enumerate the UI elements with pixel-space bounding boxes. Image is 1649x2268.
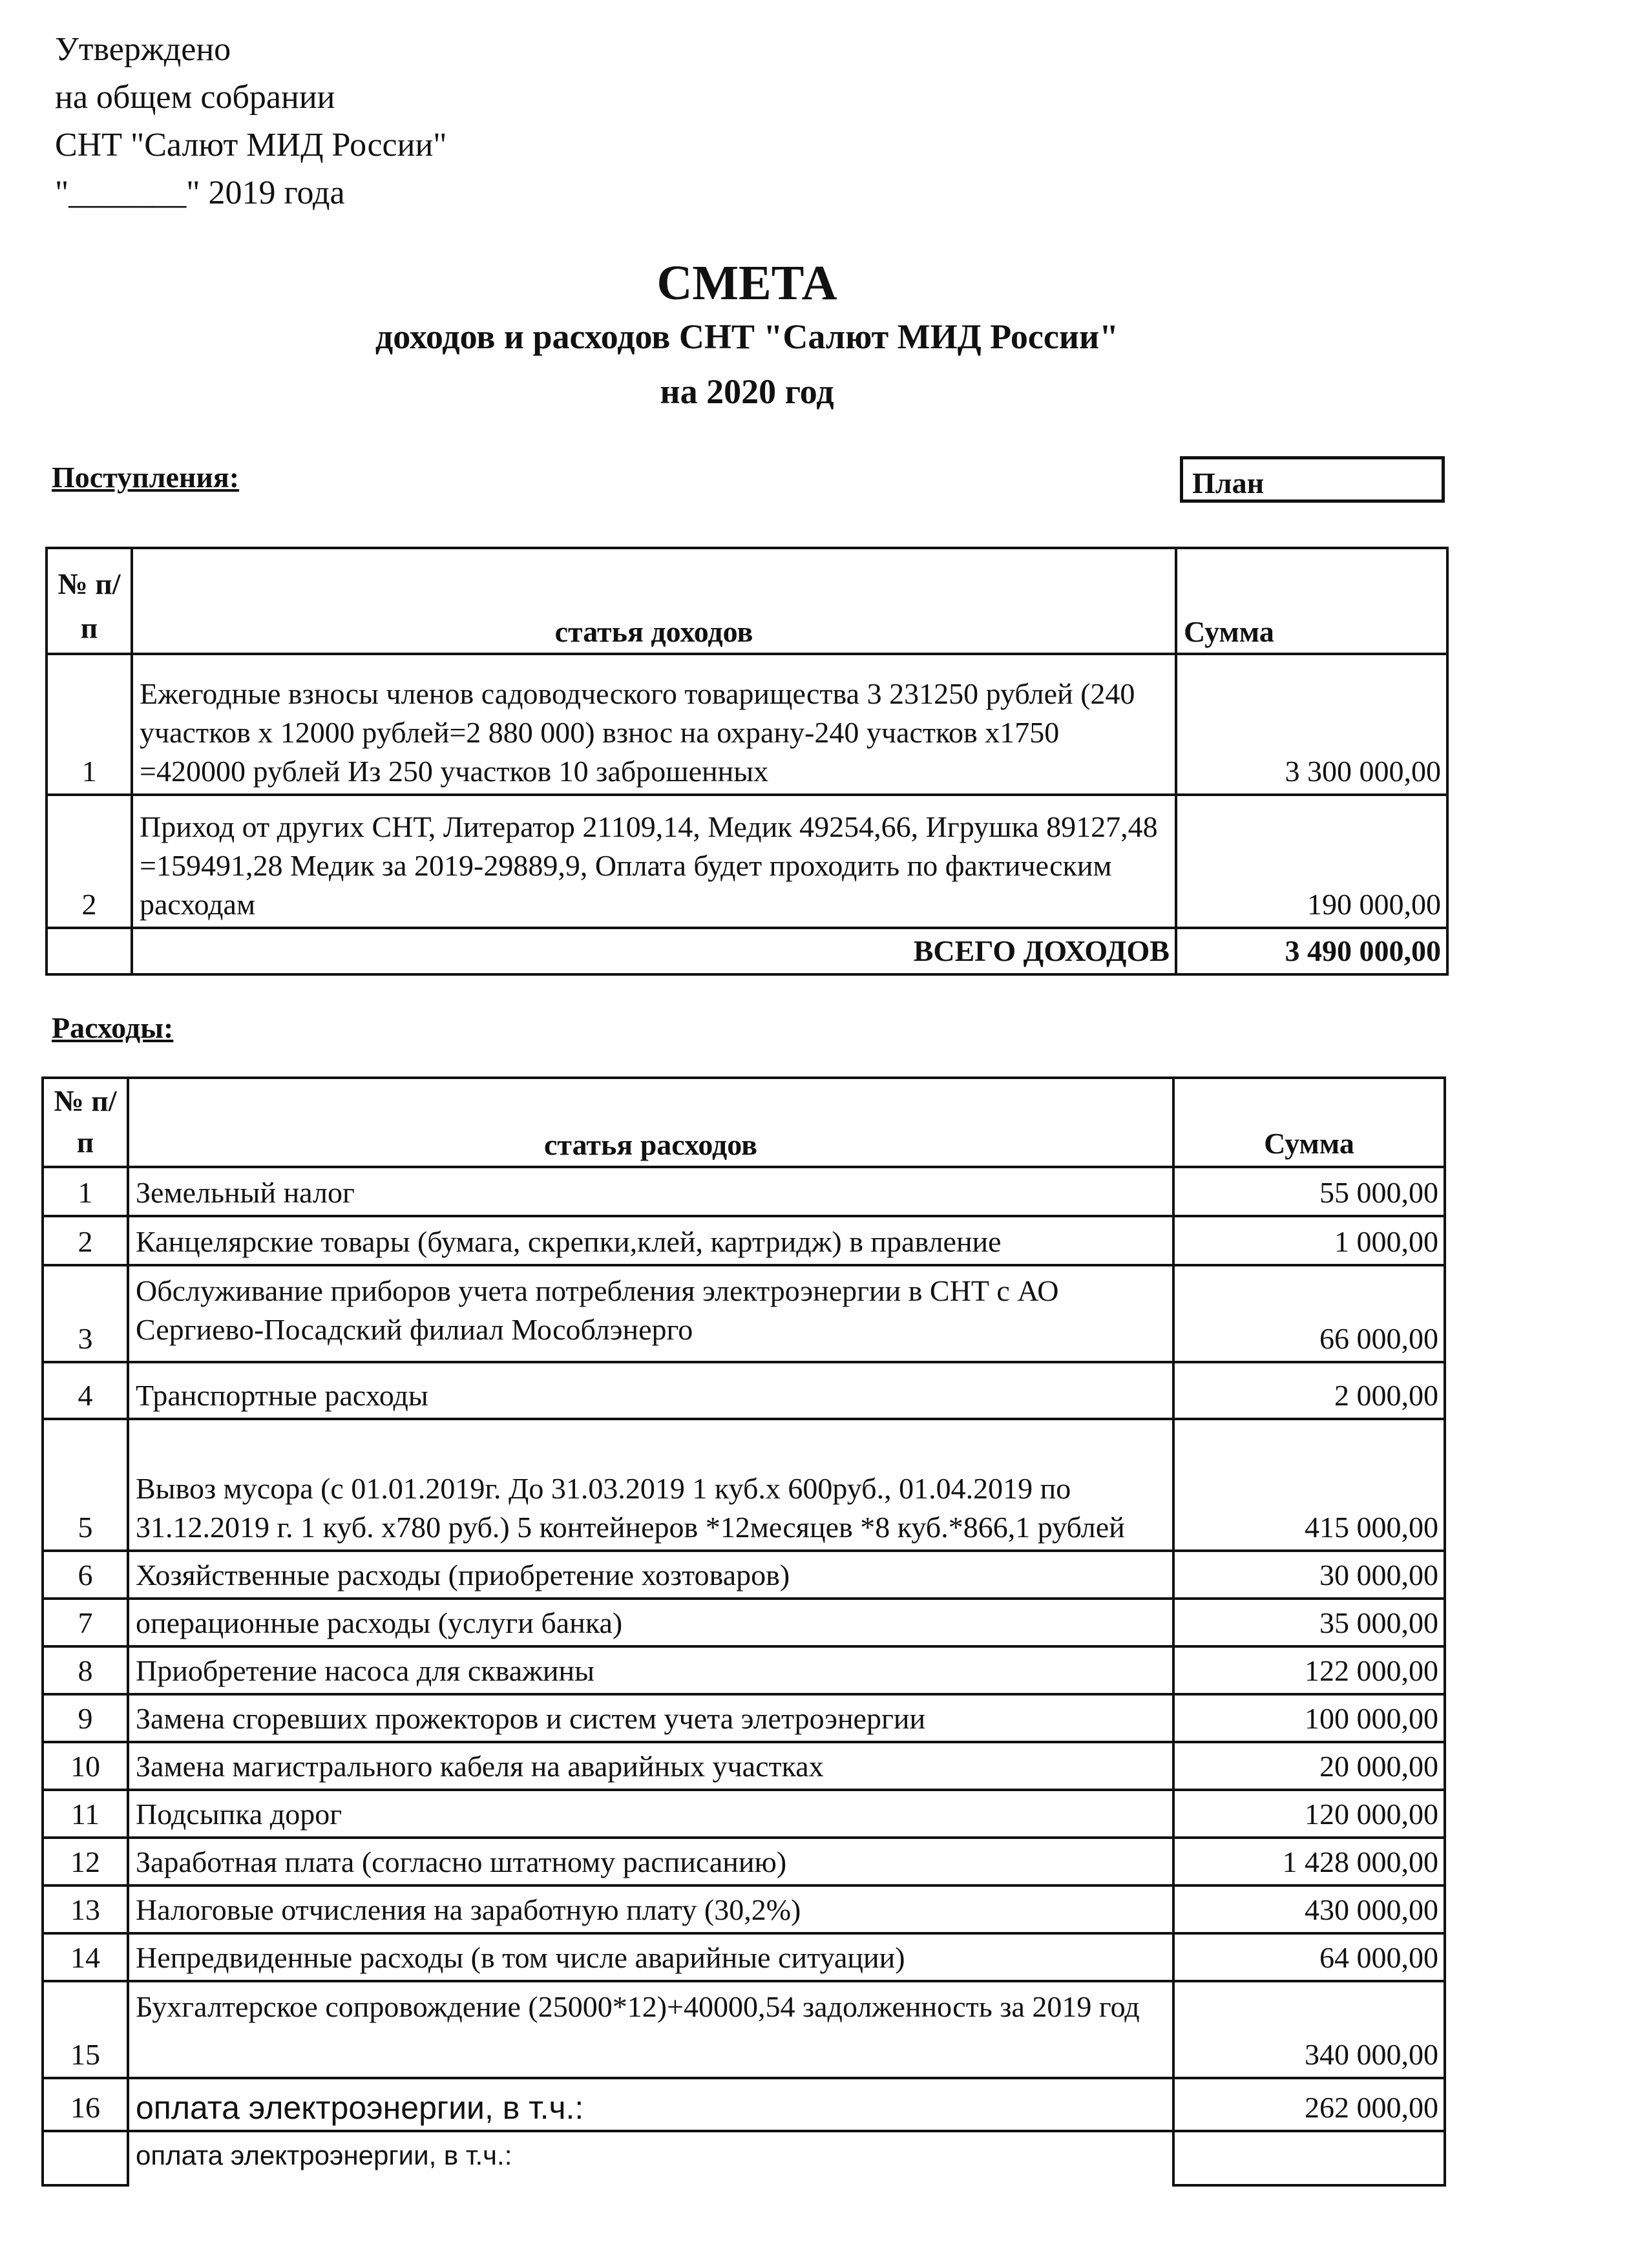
expense-row-text: Транспортные расходы	[128, 1362, 1173, 1419]
document-subtitle: доходов и расходов СНТ "Салют МИД России"	[375, 317, 1119, 356]
expense-row	[43, 1551, 1445, 1599]
expense-row-text: Бухгалтерское сопровождение (25000*12)+40000,54 задолженность за 2019 год	[128, 1981, 1173, 2078]
income-section-label: Поступления:	[52, 461, 240, 494]
expense-row-text: Обслуживание приборов учета потребления электроэнергии в СНТ с АО Сергиево-Посадский филиал Мособлэнерго	[128, 1265, 1173, 1362]
income-row-sum: 190 000,00	[1176, 795, 1447, 928]
expenses-table	[41, 1076, 1446, 2187]
expense-row	[43, 1790, 1445, 1838]
expense-row-num: 1	[43, 1167, 128, 1216]
document-year: на 2020 год	[660, 372, 834, 411]
expense-row-num: 12	[43, 1838, 128, 1885]
expense-row	[43, 1981, 1445, 2078]
expense-row-num: 8	[43, 1646, 128, 1694]
income-total-empty	[47, 928, 132, 974]
income-row-num: 2	[47, 795, 132, 928]
expense-row-sum: 340 000,00	[1173, 1981, 1445, 2078]
expense-row-num: 9	[43, 1694, 128, 1742]
expense-row-sum: 2 000,00	[1173, 1362, 1445, 1419]
expense-row-sum: 20 000,00	[1173, 1742, 1445, 1790]
approval-line-3: СНТ "Салют МИД России"	[55, 127, 447, 163]
expense-row	[43, 1885, 1445, 1933]
expense-row	[43, 1742, 1445, 1790]
income-table	[45, 547, 1449, 976]
expense-row	[43, 1933, 1445, 1981]
expense-row-text: Заработная плата (согласно штатному расписанию)	[128, 1838, 1173, 1885]
expense-row	[43, 1694, 1445, 1742]
expense-row-sum: 64 000,00	[1173, 1933, 1445, 1981]
expenses-header-row	[43, 1078, 1445, 1167]
expense-row-text: Земельный налог	[128, 1167, 1173, 1216]
approval-block	[55, 26, 447, 217]
expense-row-text: Вывоз мусора (с 01.01.2019г. До 31.03.2019 1 куб.х 600руб., 01.04.2019 по 31.12.2019 г. 1 куб. х780 руб.) 5 контейнеров *12месяцев *8 куб.*866,1 рублей	[128, 1419, 1173, 1551]
expense-row-num: 11	[43, 1790, 128, 1838]
expense-row	[43, 1216, 1445, 1265]
expense-row-text: Замена сгоревших прожекторов и систем учета элетроэнергии	[128, 1694, 1173, 1742]
expense-row-sum: 120 000,00	[1173, 1790, 1445, 1838]
expense-row	[43, 1362, 1445, 1419]
expense-row-sum: 262 000,00	[1173, 2078, 1445, 2131]
expense-row-num: 15	[43, 1981, 128, 2078]
income-row-sum: 3 300 000,00	[1176, 654, 1447, 795]
expenses-header-article: статья расходов	[128, 1078, 1173, 1167]
expense-row-num: 13	[43, 1885, 128, 1933]
expense-row	[43, 1838, 1445, 1885]
income-total-row	[47, 928, 1447, 974]
expense-row-num	[43, 2131, 128, 2185]
expense-row	[43, 1419, 1445, 1551]
income-header-num: № п/п	[47, 548, 132, 654]
income-header-row	[47, 548, 1447, 654]
expense-row-text: Хозяйственные расходы (приобретение хозтоваров)	[128, 1551, 1173, 1599]
income-row	[47, 795, 1447, 928]
expense-row-num: 2	[43, 1216, 128, 1265]
expense-row	[43, 1599, 1445, 1646]
expense-row-text: Канцелярские товары (бумага, скрепки,клей, картридж) в правление	[128, 1216, 1173, 1265]
expenses-header-sum: Сумма	[1173, 1078, 1445, 1167]
expense-row-text: Замена магистрального кабеля на аварийных участках	[128, 1742, 1173, 1790]
expenses-header-num: № п/п	[43, 1078, 128, 1167]
expense-row-num: 4	[43, 1362, 128, 1419]
income-row-num: 1	[47, 654, 132, 795]
expense-row-sum: 55 000,00	[1173, 1167, 1445, 1216]
expense-row-num: 10	[43, 1742, 128, 1790]
income-header-sum: Сумма	[1176, 548, 1447, 654]
expense-row-num: 7	[43, 1599, 128, 1646]
expense-row-text: оплата электроэнергии, в т.ч.:	[128, 2078, 1173, 2131]
document-title: СМЕТА	[656, 256, 837, 310]
expense-row-num: 6	[43, 1551, 128, 1599]
expense-row-sum: 122 000,00	[1173, 1646, 1445, 1694]
income-row	[47, 654, 1447, 795]
expense-row-sum: 66 000,00	[1173, 1265, 1445, 1362]
expense-row-text: операционные расходы (услуги банка)	[128, 1599, 1173, 1646]
expense-row	[43, 2078, 1445, 2131]
approval-line-1: Утверждено	[55, 31, 231, 68]
expense-row-sum: 415 000,00	[1173, 1419, 1445, 1551]
expense-row-text: Непредвиденные расходы (в том числе аварийные ситуации)	[128, 1933, 1173, 1981]
expense-row-sum: 100 000,00	[1173, 1694, 1445, 1742]
income-row-text: Приход от других СНТ, Литератор 21109,14, Медик 49254,66, Игрушка 89127,48 =159491,28 Медик за 2019-29889,9, Оплата будет проходить по фактическим расходам	[132, 795, 1176, 928]
expense-row-sum: 430 000,00	[1173, 1885, 1445, 1933]
expense-row-num: 16	[43, 2078, 128, 2131]
expense-row-text: оплата электроэнергии, в т.ч.:	[128, 2131, 1173, 2185]
expenses-section-label: Расходы:	[52, 1011, 174, 1044]
expense-row-num: 3	[43, 1265, 128, 1362]
expense-row-sum: 1 428 000,00	[1173, 1838, 1445, 1885]
expense-row-sum: 35 000,00	[1173, 1599, 1445, 1646]
approval-line-4: "_______" 2019 года	[55, 174, 345, 211]
expense-row-sum: 30 000,00	[1173, 1551, 1445, 1599]
income-header-article: статья доходов	[132, 548, 1176, 654]
income-total-sum: 3 490 000,00	[1176, 928, 1447, 974]
expense-row-num: 14	[43, 1933, 128, 1981]
income-row-text: Ежегодные взносы членов садоводческого товарищества 3 231250 рублей (240 участков х 12000 рублей=2 880 000) взнос на охрану-240 участков х1750 =420000 рублей Из 250 участков 10 заброшенных	[132, 654, 1176, 795]
plan-label-box: План	[1180, 456, 1445, 503]
approval-line-2: на общем собрании	[55, 79, 335, 116]
expense-row-num: 5	[43, 1419, 128, 1551]
expense-row-sum	[1173, 2131, 1445, 2185]
expense-row	[43, 2131, 1445, 2185]
expense-row	[43, 1167, 1445, 1216]
expense-row-text: Налоговые отчисления на заработную плату (30,2%)	[128, 1885, 1173, 1933]
income-total-label: ВСЕГО ДОХОДОВ	[132, 928, 1176, 974]
expense-row-text: Приобретение насоса для скважины	[128, 1646, 1173, 1694]
expense-row-text: Подсыпка дорог	[128, 1790, 1173, 1838]
expense-row-sum: 1 000,00	[1173, 1216, 1445, 1265]
expense-row	[43, 1265, 1445, 1362]
expense-row	[43, 1646, 1445, 1694]
